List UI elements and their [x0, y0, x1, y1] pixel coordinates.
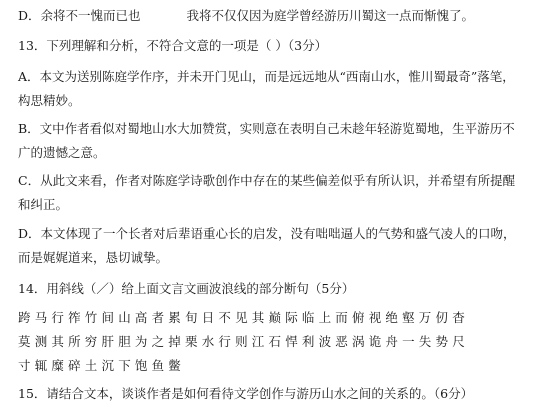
q13-option-b-line-2: 广的遗憾之意。: [18, 145, 106, 160]
punctuation-passage-line-2: 莫测其所穷肝胆为之掉栗水行则江石悍利波恶涡诡舟一失势尺: [18, 334, 469, 349]
option-d-translation-line: [18, 8, 474, 24]
q13-option-d-line-1: D．本文体现了一个长者对后辈语重心长的启发，没有咄咄逼人的气势和盛气凌人的口吻，: [18, 226, 516, 241]
option-d-translation: 我将不仅仅因为庭学曾经游历川蜀这一点而惭愧了。: [186, 8, 475, 23]
q13-option-b-line-1: B．文中作者看似对蜀地山水大加赞赏，实则意在表明自己未趁年轻游览蜀地，生平游历不: [18, 121, 515, 136]
q13-option-a-line-2: 构思精妙。: [18, 93, 81, 108]
q13-option-c-line-1: C．从此文来看，作者对陈庭学诗歌创作中存在的某些偏差似乎有所认识，并希望有所提醒: [18, 173, 516, 188]
punctuation-passage-line-3: 寸辄糜碎土沉下饱鱼鳖: [18, 358, 186, 373]
punctuation-passage-line-1: 跨马行筰竹间山高者累旬日不见其巅际临上而俯视绝壑万仞杳: [18, 310, 469, 325]
question-15-stem: 15．请结合文本，谈谈作者是如何看待文学创作与游历山水之间的关系的。（6分）: [18, 386, 474, 401]
q13-option-c-line-2: 和纠正。: [18, 197, 69, 212]
question-13-stem: 13．下列理解和分析，不符合文意的一项是（ ）（3分）: [18, 38, 328, 53]
option-d-original: D．余将不一愧而已也: [18, 8, 141, 23]
question-14-stem: 14．用斜线（／）给上面文言文画波浪线的部分断句（5分）: [18, 281, 355, 296]
q13-option-d-line-2: 而是娓娓道来，恳切诚挚。: [18, 250, 169, 265]
q13-option-a-line-1: A．本文为送别陈庭学作序，并未开门见山，而是远远地从“西南山水，惟川蜀最奇”落笔，: [18, 69, 515, 84]
